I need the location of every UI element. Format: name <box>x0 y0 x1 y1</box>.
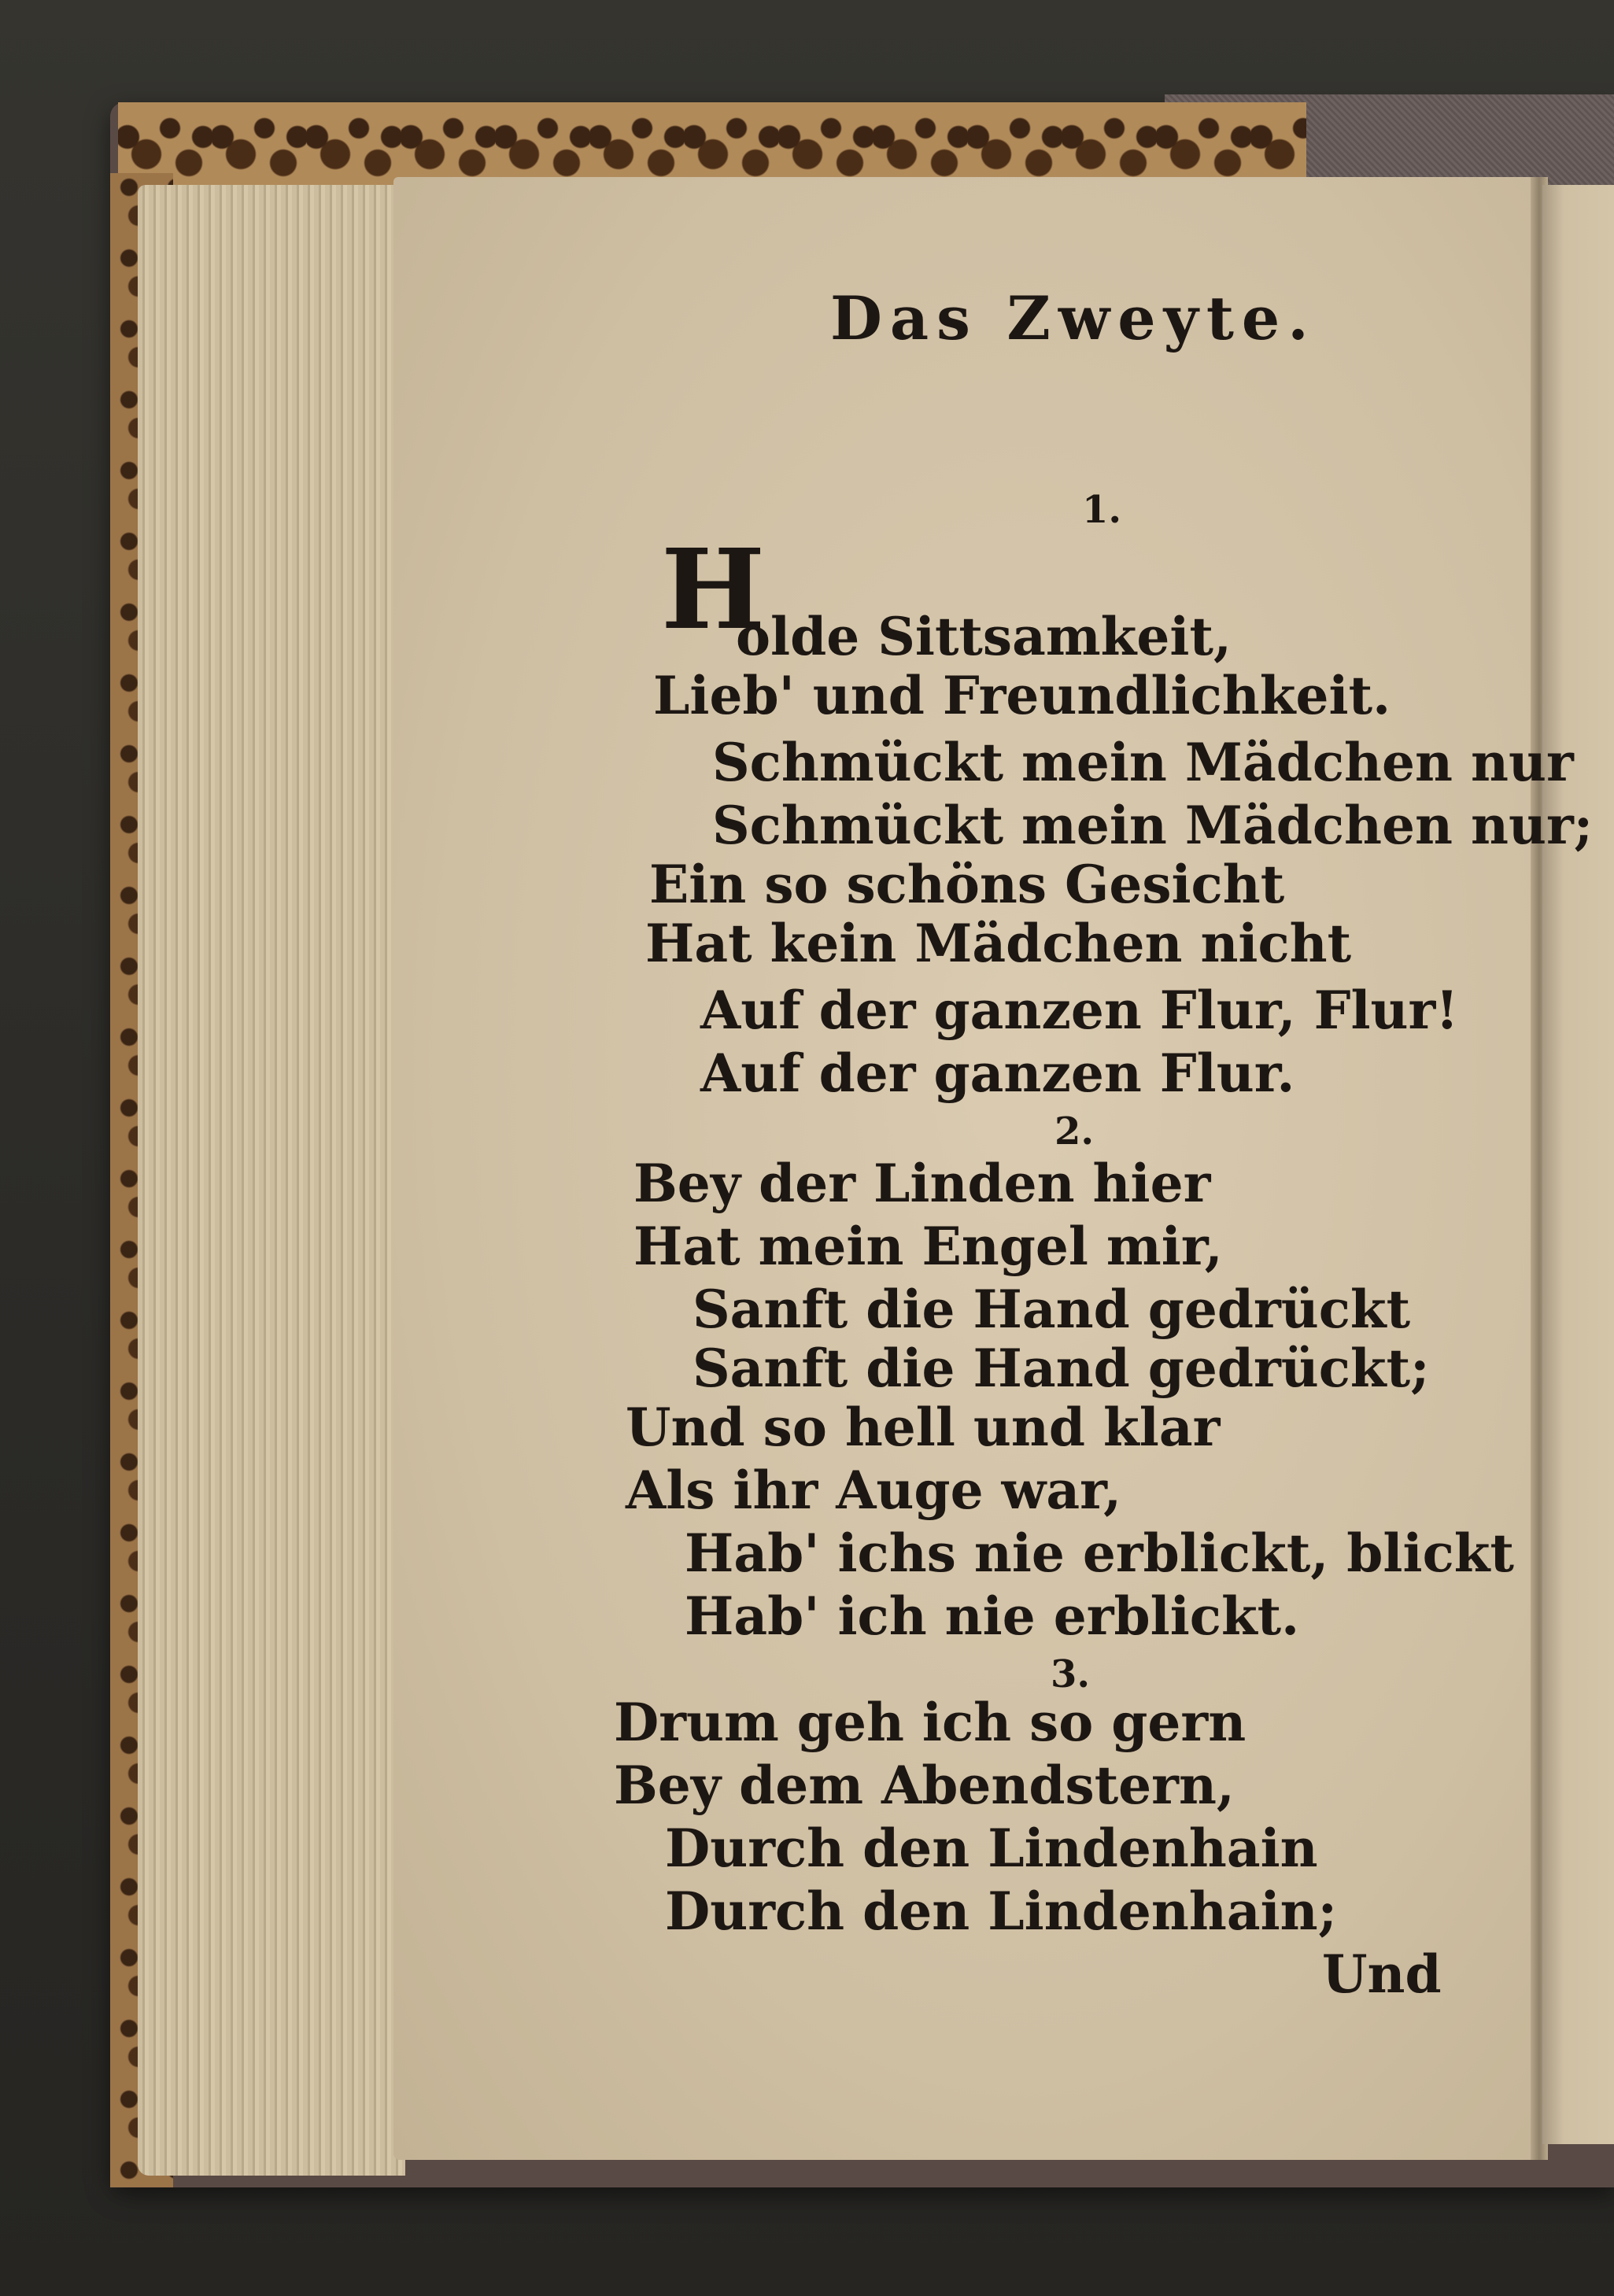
verse-line: Sanft die Hand gedrückt <box>693 1279 1411 1340</box>
verse-line: Und so hell und klar <box>626 1397 1221 1458</box>
page-title: Das Zweyte. <box>830 283 1317 353</box>
verse-line: Bey dem Abendstern, <box>614 1755 1235 1816</box>
verse-line: Bey der Linden hier <box>633 1153 1211 1214</box>
verse-line: Ein so schöns Gesicht <box>649 854 1285 915</box>
book-cover-marbled-paper <box>118 102 1306 189</box>
page-block-edges <box>138 185 405 2176</box>
verse-line: Schmückt mein Mädchen nur; <box>712 795 1594 856</box>
verse-line: Hat kein Mädchen nicht <box>645 913 1352 974</box>
facing-page-edge <box>1542 185 1614 2144</box>
drop-capital: H <box>661 526 766 655</box>
verse-line: Durch den Lindenhain; <box>665 1881 1338 1942</box>
verse-line: Schmückt mein Mädchen nur <box>712 732 1574 793</box>
stanza-number: 3. <box>1051 1652 1091 1696</box>
verse-line: Hab' ichs nie erblickt, blickt <box>685 1523 1514 1584</box>
verse-line: Sanft die Hand gedrückt; <box>693 1338 1430 1399</box>
verse-line: Auf der ganzen Flur. <box>700 1043 1295 1104</box>
verse-line: Als ihr Auge war, <box>626 1460 1122 1521</box>
verse-line: Hat mein Engel mir, <box>633 1216 1223 1277</box>
verse-line: Durch den Lindenhain <box>665 1818 1318 1879</box>
stanza-number: 2. <box>1054 1109 1095 1154</box>
verse-line: Hab' ich nie erblickt. <box>685 1585 1300 1647</box>
verse-line: olde Sittsamkeit, <box>736 606 1232 667</box>
catchword: Und <box>1322 1943 1442 2005</box>
verse-line: Auf der ganzen Flur, Flur! <box>700 980 1459 1041</box>
verse-line: Lieb' und Freundlichkeit. <box>653 665 1391 726</box>
verse-line: Drum geh ich so gern <box>614 1692 1247 1753</box>
stanza-number: 1. <box>1082 488 1122 532</box>
